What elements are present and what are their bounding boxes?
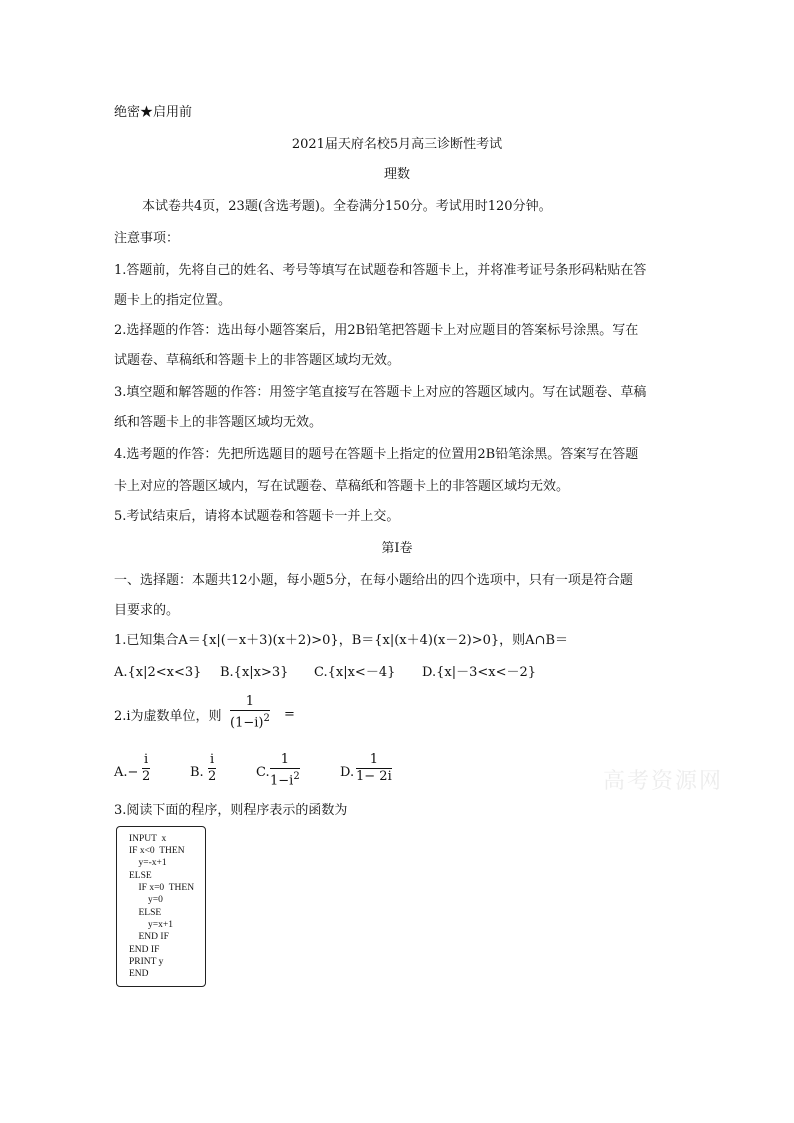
q2-option-c-label: C. <box>256 765 270 780</box>
q2-option-c-exponent: 2 <box>293 771 300 782</box>
program-code-box <box>116 826 206 987</box>
note-3-line-2: 纸和答题卡上的非答题区域均无效。 <box>114 415 323 430</box>
q2-fraction <box>230 694 270 731</box>
q2-option-d-denominator: 1− 2i <box>356 769 392 784</box>
q2-option-a-label: A.− <box>114 765 139 780</box>
note-3-line-1: 3.填空题和解答题的作答：用签字笔直接写在答题卡上对应的答题区域内。写在试题卷、草稿 <box>114 385 647 400</box>
code-line: END <box>129 969 149 979</box>
q2-option-b-denominator: 2 <box>208 769 217 784</box>
note-1-line-2: 题卡上的指定位置。 <box>114 293 232 308</box>
code-line: ELSE <box>129 871 152 881</box>
note-4-line-2: 卡上对应的答题区域内，写在试题卷、草稿纸和答题卡上的非答题区域均无效。 <box>114 479 570 494</box>
section-intro-line-2: 目要求的。 <box>114 603 180 618</box>
subject-title: 理数 <box>383 167 410 182</box>
q2-fraction-numerator: 1 <box>245 694 255 709</box>
q1-option-b: B.{x|x>3} <box>220 665 289 680</box>
q2-option-d-fraction <box>356 752 392 785</box>
q1-option-a: A.{x|2<x<3} <box>114 665 202 680</box>
code-line: END IF <box>129 932 169 942</box>
q2-option-d-numerator: 1 <box>369 752 378 767</box>
q2-option-c-denominator: 1−i <box>270 773 294 789</box>
q2-fraction-denominator: (1−i) <box>230 715 264 731</box>
note-4-line-1: 4.选考题的作答：先把所选题目的题号在答题卡上指定的位置用2B铅笔涂黑。答案写在答题 <box>114 447 639 462</box>
q2-stem: 2.i为虚数单位，则 <box>114 709 222 724</box>
code-line: PRINT y <box>129 957 164 967</box>
q2-equals: = <box>284 707 295 722</box>
exam-title: 2021届天府名校5月高三诊断性考试 <box>291 137 503 152</box>
code-line: IF x<0 THEN <box>129 846 185 856</box>
q2-option-b-label: B. <box>190 765 204 780</box>
notes-heading: 注意事项： <box>114 231 180 246</box>
q2-fraction-exponent: 2 <box>263 713 270 724</box>
q1-option-d: D.{x|－3<x<－2} <box>422 665 537 680</box>
note-2-line-1: 2.选择题的作答：选出每小题答案后，用2B铅笔把答题卡上对应题目的答案标号涂黑。写在 <box>114 323 639 338</box>
note-2-line-2: 试题卷、草稿纸和答题卡上的非答题区域均无效。 <box>114 353 401 368</box>
section-intro-line-1: 一、选择题：本题共12小题，每小题5分，在每小题给出的四个选项中，只有一项是符合题 <box>114 573 633 588</box>
code-line: END IF <box>129 945 160 955</box>
q2-option-b-numerator: i <box>210 752 215 767</box>
q2-option-c-fraction <box>270 752 300 789</box>
q2-option-b-fraction <box>208 752 216 785</box>
q2-option-a-numerator: i <box>144 752 149 767</box>
q2-option-a-fraction <box>142 752 150 785</box>
watermark: 高考资源网 <box>603 769 724 794</box>
code-line: y=0 <box>129 895 163 905</box>
code-line: IF x=0 THEN <box>129 883 195 893</box>
note-5: 5.考试结束后，请将本试题卷和答题卡一并上交。 <box>114 509 400 524</box>
code-line: y=x+1 <box>129 920 173 930</box>
secret-label: 绝密★启用前 <box>114 105 193 120</box>
exam-summary: 本试卷共4页，23题(含选考题)。全卷满分150分。考试用时120分钟。 <box>142 199 552 214</box>
code-line: INPUT x <box>129 834 167 844</box>
q2-option-a-denominator: 2 <box>142 769 151 784</box>
q3-stem: 3.阅读下面的程序，则程序表示的函数为 <box>114 803 348 818</box>
q1-option-c: C.{x|x<－4} <box>314 665 396 680</box>
note-1-line-1: 1.答题前，先将自己的姓名、考号等填写在试题卷和答题卡上，并将准考证号条形码粘贴在答 <box>114 263 647 278</box>
q2-option-d-label: D. <box>340 765 355 780</box>
code-line: ELSE <box>129 908 162 918</box>
q1-stem: 1.已知集合A＝{x|(－x＋3)(x＋2)>0}，B＝{x|(x＋4)(x－2)>0}，则A∩B＝ <box>114 633 568 648</box>
volume-heading: 第Ⅰ卷 <box>381 541 413 556</box>
q2-option-c-numerator: 1 <box>280 752 289 767</box>
code-line: y=-x+1 <box>129 858 167 868</box>
